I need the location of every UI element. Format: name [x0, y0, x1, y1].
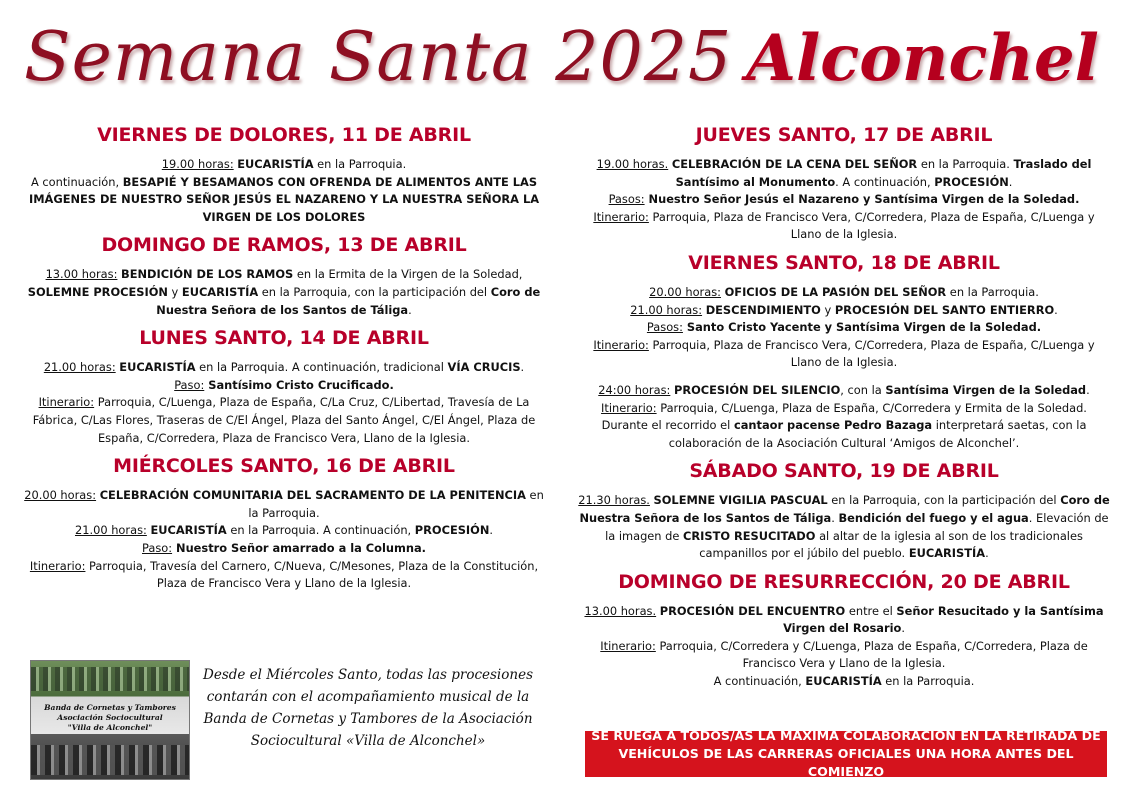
section-text: 19.00 horas: EUCARISTÍA en la Parroquia. A continuación, BESAPIÉ Y BESAMANOS CON OFRENDA DE ALIMENTOS ANTE LAS IMÁGENES DE NUESTRO SEÑOR JESÚS EL NAZARENO Y LA NUESTRA SEÑORA LA VIRGEN DE LOS DOLORES	[28, 157, 540, 224]
section-heading: VIERNES SANTO, 18 DE ABRIL	[688, 251, 1000, 274]
left-column	[22, 120, 546, 601]
section-miercoles-santo	[22, 455, 546, 593]
section-heading: VIERNES DE DOLORES, 11 DE ABRIL	[97, 124, 471, 146]
section-sabado-santo	[578, 460, 1110, 562]
title-script: Semana Santa 2025	[24, 18, 733, 97]
section-text: 13.00 horas. PROCESIÓN DEL ENCUENTRO entre el Señor Resucitado y la Santísima Virgen del Rosario. Itinerario: Parroquia, C/Corredera y C/Luenga, Plaza de España, C/Corredera, Plaza de Francisco Vera y Llano de la Iglesia. A continuación, EUCARISTÍA en la Parroquia.	[584, 603, 1104, 689]
section-text: 20.00 horas: CELEBRACIÓN COMUNITARIA DEL SACRAMENTO DE LA PENITENCIA en la Parroquia. 21.00 horas: EUCARISTÍA en la Parroquia. A continuación, PROCESIÓN. Paso: Nuestro Señor amarrado a la Columna. Itinerario: Parroquia, Travesía del Carnero, C/Nueva, C/Mesones, Plaza de la Constitución, Plaza de Francisco Vera y Llano de la Iglesia.	[24, 488, 544, 591]
section-heading: DOMINGO DE RESURRECCIÓN, 20 DE ABRIL	[618, 570, 1070, 593]
section-lunes-santo	[22, 327, 546, 447]
band-photo	[30, 660, 190, 780]
section-domingo-resurreccion	[578, 571, 1110, 691]
right-column	[578, 120, 1110, 699]
band-photo-caption: Banda de Cornetas y Tambores Asociación Sociocultural "Villa de Alconchel"	[44, 703, 176, 732]
music-note: Desde el Miércoles Santo, todas las procesiones contarán con el acompañamiento musical de la Banda de Cornetas y Tambores de la Asociación Sociocultural «Villa de Alconchel»	[203, 667, 533, 749]
section-text: 19.00 horas. CELEBRACIÓN DE LA CENA DEL SEÑOR en la Parroquia. Traslado del Santísimo al Monumento. A continuación, PROCESIÓN. Pasos: Nuestro Señor Jesús el Nazareno y Santísima Virgen de la Soledad. Itinerario: Parroquia, Plaza de Francisco Vera, C/Corredera, Plaza de España, C/Luenga y Llano de la Iglesia.	[593, 157, 1095, 242]
section-text-silencio: 24:00 horas: PROCESIÓN DEL SILENCIO, con la Santísima Virgen de la Soledad. Itinerario: Parroquia, C/Luenga, Plaza de España, C/Corredera y Ermita de la Soledad. Durante el recorrido el cantaor pacense Pedro Bazaga interpretará saetas, con la colaboración de la Asociación Cultural ‘Amigos de Alconchel’.	[598, 382, 1090, 450]
section-heading: MIÉRCOLES SANTO, 16 DE ABRIL	[113, 455, 455, 478]
section-viernes-dolores	[22, 124, 546, 226]
section-text: 21.00 horas: EUCARISTÍA en la Parroquia. A continuación, tradicional VÍA CRUCIS. Paso: Santísimo Cristo Crucificado. Itinerario: Parroquia, C/Luenga, Plaza de España, C/La Cruz, C/Libertad, Travesía de La Fábrica, C/Las Flores, Traseras de C/El Ángel, Plaza del Santo Ángel, C/El Ángel, Plaza de España, C/Corredera, Plaza de Francisco Vera, Llano de la Iglesia.	[32, 360, 536, 445]
section-jueves-santo	[578, 124, 1110, 244]
section-heading: LUNES SANTO, 14 DE ABRIL	[139, 327, 429, 350]
section-text: 13.00 horas: BENDICIÓN DE LOS RAMOS en la Ermita de la Virgen de la Soledad, SOLEMNE PROCESIÓN y EUCARISTÍA en la Parroquia, con la participación del Coro de Nuestra Señora de los Santos de Táliga.	[27, 267, 541, 317]
section-text: 21.30 horas. SOLEMNE VIGILIA PASCUAL en la Parroquia, con la participación del Coro de Nuestra Señora de los Santos de Táliga. Bendición del fuego y el agua. Elevación de la imagen de CRISTO RESUCITADO al altar de la iglesia al son de los tradicionales campanillos por el júbilo del pueblo. EUCARISTÍA.	[578, 493, 1110, 561]
section-viernes-santo	[578, 252, 1110, 452]
title-town: Alconchel	[746, 21, 1099, 96]
notice-banner: SE RUEGA A TODOS/AS LA MÁXIMA COLABORACIÓN EN LA RETIRADA DE VEHÍCULOS DE LAS CARRERAS OFICIALES UNA HORA ANTES DEL COMIENZO	[585, 731, 1107, 777]
section-heading: SÁBADO SANTO, 19 DE ABRIL	[689, 460, 999, 483]
band-photo-bottom	[31, 745, 189, 775]
section-heading: JUEVES SANTO, 17 DE ABRIL	[695, 124, 993, 146]
section-domingo-ramos	[22, 234, 546, 319]
section-heading: DOMINGO DE RAMOS, 13 DE ABRIL	[101, 234, 467, 257]
band-photo-top	[31, 667, 189, 691]
section-text: 20.00 horas: OFICIOS DE LA PASIÓN DEL SEÑOR en la Parroquia. 21.00 horas: DESCENDIMIENTO y PROCESIÓN DEL SANTO ENTIERRO. Pasos: Santo Cristo Yacente y Santísima Virgen de la Soledad. Itinerario: Parroquia, Plaza de Francisco Vera, C/Corredera, Plaza de España, C/Luenga y Llano de la Iglesia.	[593, 284, 1095, 370]
poster-title	[0, 18, 1123, 118]
